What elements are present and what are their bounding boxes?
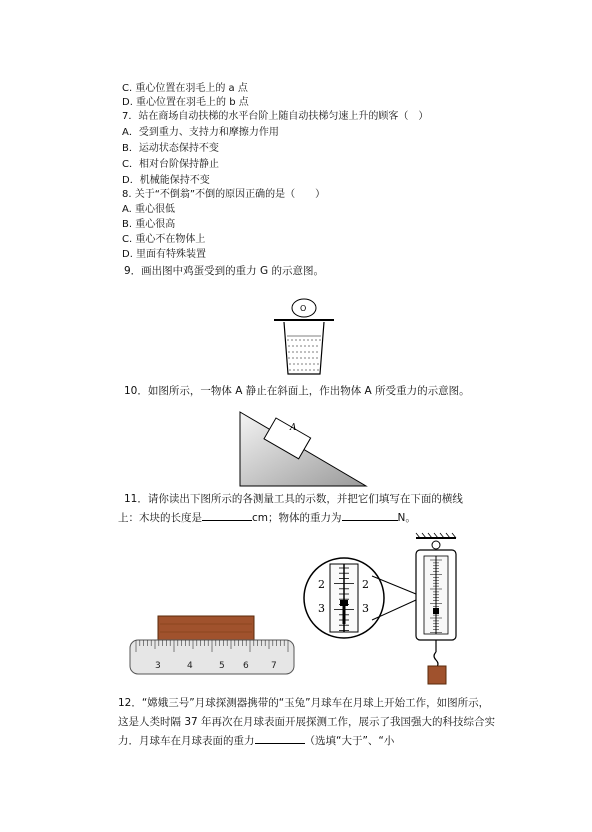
option-8d: D. 里面有特殊装置: [122, 249, 207, 260]
mag-label-2-left: 2: [318, 578, 325, 591]
question-7-stem: 7．站在商场自动扶梯的水平台阶上随自动扶梯匀速上升的顾客（ ）: [122, 111, 429, 122]
weight-blank[interactable]: [342, 510, 398, 521]
gravity-blank[interactable]: [255, 733, 305, 744]
option-8c: C. 重心不在物体上: [122, 234, 206, 245]
question-9: 9．画出图中鸡蛋受到的重力 G 的示意图。: [124, 265, 324, 277]
mag-label-2-right: 2: [362, 578, 369, 591]
option-7a: A．受到重力、支持力和摩擦力作用: [122, 127, 279, 138]
incline-figure: [236, 408, 370, 490]
option-6c: C. 重心位置在羽毛上的 a 点: [122, 83, 248, 94]
egg-glass-figure: [270, 296, 340, 376]
ruler-label-3: 3: [155, 661, 161, 671]
mag-label-3-right: 3: [362, 602, 369, 615]
option-8a: A. 重心很低: [122, 204, 176, 215]
ruler-label-5: 5: [219, 661, 225, 671]
q11-middle: cm；物体的重力为: [252, 512, 342, 524]
question-10: 10．如图所示，一物体 A 静止在斜面上，作出物体 A 所受重力的示意图。: [124, 385, 470, 397]
block-a-label: A: [290, 423, 297, 433]
question-11-line2: [118, 510, 416, 526]
option-7c: C．相对台阶保持静止: [122, 159, 219, 170]
option-7b: B．运动状态保持不变: [122, 143, 219, 154]
question-12-tail: （选填“大于”、“小: [304, 735, 395, 747]
ruler-label-7: 7: [271, 661, 277, 671]
ruler-label-4: 4: [187, 661, 193, 671]
q11-suffix: N。: [397, 512, 416, 524]
spring-scale-figure: [300, 532, 480, 690]
mag-label-3-left: 3: [318, 602, 325, 615]
length-blank[interactable]: [202, 510, 252, 521]
question-8-stem: 8. 关于“不倒翁”不倒的原因正确的是（ ）: [122, 189, 326, 200]
ruler-label-6: 6: [243, 661, 249, 671]
option-6d: D. 重心位置在羽毛上的 b 点: [122, 97, 249, 108]
option-7d: D．机械能保持不变: [122, 175, 210, 186]
question-12: [118, 694, 498, 751]
option-8b: B. 重心很高: [122, 219, 176, 230]
svg-text:O: O: [300, 304, 307, 313]
ruler-block-figure: [128, 612, 296, 682]
q11-prefix: 上：木块的长度是: [118, 512, 202, 524]
question-12-text: 12．“嫦娥三号”月球探测器携带的“玉兔”月球车在月球上开始工作，如图所示，这是人类时隔 37 年再次在月球表面开展探测工作，展示了我国强大的科技综合实力．月球车在月球表面的重力: [118, 697, 496, 747]
question-11-line1: 11．请你读出下图所示的各测量工具的示数，并把它们填写在下面的横线: [124, 493, 463, 505]
